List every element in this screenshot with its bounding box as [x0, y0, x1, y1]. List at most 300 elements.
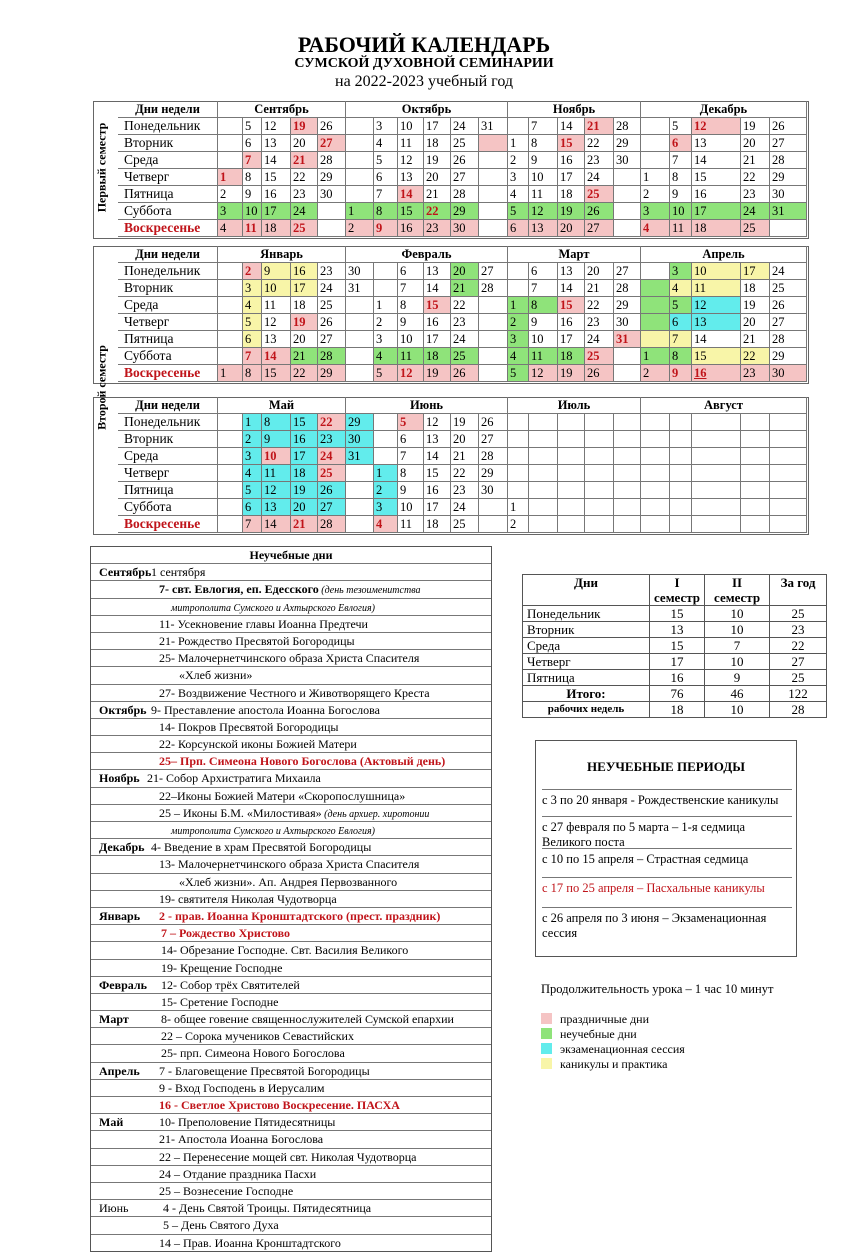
calendar-day: 23	[585, 314, 614, 331]
calendar-day	[641, 118, 670, 135]
holiday-row	[91, 1011, 491, 1028]
calendar-day: 2	[508, 314, 529, 331]
calendar-day	[585, 516, 614, 533]
day-name: Четверг	[118, 169, 218, 186]
calendar-day: 10	[262, 448, 291, 465]
calendar-day: 14	[398, 186, 424, 203]
legend-exam	[541, 1042, 685, 1056]
holiday-text: 8- общее говение священнослужителей Сумской епархии	[161, 1012, 454, 1027]
calendar-day: 1	[346, 203, 374, 220]
calendar-day	[741, 516, 770, 533]
calendar-day	[641, 152, 670, 169]
calendar-day: 28	[479, 280, 508, 297]
calendar-day	[641, 135, 670, 152]
calendar-day: 13	[692, 135, 741, 152]
calendar-day: 2	[508, 516, 529, 533]
calendar-day: 1	[218, 169, 243, 186]
calendar-day	[508, 482, 529, 499]
calendar-day: 8	[243, 169, 262, 186]
calendar-day: 9	[670, 186, 692, 203]
calendar-day	[558, 414, 585, 431]
calendar-day: 2	[243, 263, 262, 280]
holiday-month: Февраль	[99, 977, 147, 992]
holiday-row	[91, 1149, 491, 1166]
calendar-day	[479, 169, 508, 186]
holiday-note: (день архиер. хиротонии	[321, 808, 430, 820]
calendar-day	[770, 482, 807, 499]
calendar-day: 25	[451, 135, 479, 152]
holiday-row	[91, 1063, 491, 1080]
calendar-day: 29	[770, 169, 807, 186]
holiday-month: Январь	[99, 908, 141, 923]
calendar-day: 7	[243, 516, 262, 533]
calendar-day	[508, 118, 529, 135]
calendar-day: 11	[262, 297, 291, 314]
calendar-day: 17	[741, 263, 770, 280]
legend-holiday	[541, 1012, 649, 1026]
calendar-day: 19	[558, 365, 585, 382]
calendar-day: 10	[529, 331, 558, 348]
calendar-day: 2	[508, 152, 529, 169]
calendar-day: 29	[614, 297, 641, 314]
stats-cell: Пятница	[523, 670, 650, 686]
calendar-day: 13	[398, 169, 424, 186]
holiday-month: Ноябрь	[99, 771, 140, 786]
calendar-day: 18	[558, 348, 585, 365]
page-subtitle: СУМСКОЙ ДУХОВНОЙ СЕМИНАРИИ	[294, 56, 554, 71]
calendar-day: 21	[451, 448, 479, 465]
holiday-text: 24 – Отдание праздника Пасхи	[159, 1166, 317, 1181]
calendar-day: 5	[374, 152, 398, 169]
calendar-day: 7	[529, 118, 558, 135]
calendar-day: 22	[318, 414, 346, 431]
day-name: Воскресенье	[118, 365, 218, 382]
calendar-day: 19	[291, 482, 318, 499]
calendar-day: 20	[451, 263, 479, 280]
calendar-day: 24	[770, 263, 807, 280]
calendar-day: 26	[479, 414, 508, 431]
calendar-day	[641, 263, 670, 280]
calendar-day: 3	[670, 263, 692, 280]
calendar-day	[770, 465, 807, 482]
calendar-day: 27	[479, 263, 508, 280]
holiday-row	[91, 770, 491, 787]
calendar-day: 1	[508, 297, 529, 314]
holiday-row	[91, 994, 491, 1011]
calendar-day: 31	[346, 280, 374, 297]
day-name: Вторник	[118, 135, 218, 152]
calendar-day: 18	[741, 280, 770, 297]
semester1-label: Первый семестр	[94, 122, 109, 213]
calendar-day	[670, 448, 692, 465]
calendar-day: 3	[374, 499, 398, 516]
calendar-day: 5	[508, 365, 529, 382]
legend-swatch	[541, 1013, 552, 1024]
calendar-day: 15	[291, 414, 318, 431]
calendar-day	[218, 297, 243, 314]
calendar-day: 17	[558, 169, 585, 186]
calendar-day: 8	[529, 135, 558, 152]
calendar-day	[614, 431, 641, 448]
legend-swatch	[541, 1058, 552, 1069]
calendar-day	[692, 482, 741, 499]
holiday-row	[91, 1131, 491, 1148]
holiday-row	[91, 1183, 491, 1200]
calendar-day: 23	[291, 186, 318, 203]
calendar-day: 18	[692, 220, 741, 237]
calendar-day: 23	[741, 365, 770, 382]
calendar-day	[346, 516, 374, 533]
calendar-day: 15	[692, 169, 741, 186]
calendar-day	[479, 186, 508, 203]
calendar-day: 29	[318, 169, 346, 186]
calendar-day: 14	[558, 280, 585, 297]
calendar-day: 14	[262, 348, 291, 365]
holiday-text: 9 - Вход Господень в Иерусалим	[159, 1080, 325, 1095]
stats-cell: 9	[705, 670, 770, 686]
calendar-day: 2	[641, 186, 670, 203]
holiday-row	[91, 616, 491, 633]
calendar-day: 15	[424, 297, 451, 314]
calendar-day	[479, 297, 508, 314]
holiday-row	[91, 822, 491, 839]
calendar-day	[218, 499, 243, 516]
page-title: РАБОЧИЙ КАЛЕНДАРЬ	[297, 32, 551, 57]
calendar-day	[479, 499, 508, 516]
calendar-day: 12	[692, 297, 741, 314]
calendar-day: 19	[451, 414, 479, 431]
period-item: с 17 по 25 апреля – Пасхальные каникулы	[542, 877, 792, 896]
calendar-day: 12	[529, 203, 558, 220]
calendar-day: 2	[346, 220, 374, 237]
calendar-day	[558, 516, 585, 533]
calendar-day	[508, 465, 529, 482]
calendar-day: 26	[585, 203, 614, 220]
stats-cell: 15	[650, 606, 705, 622]
calendar-day: 30	[770, 365, 807, 382]
calendar-day	[346, 348, 374, 365]
calendar-day	[670, 516, 692, 533]
calendar-day: 1	[641, 348, 670, 365]
calendar-day: 20	[558, 220, 585, 237]
day-name: Понедельник	[118, 118, 218, 135]
holidays-title: Неучебные дни	[91, 547, 491, 564]
holiday-row	[91, 942, 491, 959]
calendar-day	[614, 516, 641, 533]
calendar-day: 14	[262, 516, 291, 533]
calendar-day: 27	[318, 499, 346, 516]
stats-cell: 18	[650, 702, 705, 718]
calendar-day	[670, 414, 692, 431]
calendar-day	[529, 448, 558, 465]
calendar-day: 4	[374, 135, 398, 152]
calendar-day: 19	[424, 365, 451, 382]
calendar-day: 26	[318, 118, 346, 135]
calendar-day: 24	[451, 331, 479, 348]
holiday-text: 25- Малочернетчинского образа Христа Спасителя	[159, 651, 420, 666]
calendar-day: 22	[451, 465, 479, 482]
calendar-day: 14	[424, 448, 451, 465]
legend-label: каникулы и практика	[560, 1057, 668, 1071]
legend-swatch	[541, 1028, 552, 1039]
calendar-day	[670, 465, 692, 482]
calendar-day: 17	[558, 331, 585, 348]
calendar-day: 9	[243, 186, 262, 203]
calendar-day: 13	[262, 331, 291, 348]
calendar-day: 4	[508, 348, 529, 365]
holiday-text: 19- святителя Николая Чудотворца	[159, 891, 337, 906]
calendar-day	[692, 516, 741, 533]
day-name: Вторник	[118, 280, 218, 297]
holiday-text	[171, 599, 375, 616]
calendar-day: 24	[451, 499, 479, 516]
month-header: Январь	[218, 246, 346, 263]
calendar-day: 15	[692, 348, 741, 365]
calendar-day: 5	[398, 414, 424, 431]
calendar-day: 10	[262, 280, 291, 297]
calendar-day: 26	[318, 482, 346, 499]
calendar-day: 5	[243, 314, 262, 331]
day-name: Среда	[118, 448, 218, 465]
holiday-row	[91, 702, 491, 719]
calendar-day: 7	[398, 280, 424, 297]
calendar-day: 6	[508, 220, 529, 237]
calendar-day: 28	[451, 186, 479, 203]
calendar-day: 17	[291, 280, 318, 297]
calendar-day	[585, 431, 614, 448]
holiday-note: (день тезоименитства	[318, 585, 421, 597]
stats-cell: 28	[770, 702, 827, 718]
holidays-list	[90, 546, 492, 1252]
calendar-day: 28	[318, 152, 346, 169]
calendar-day: 11	[529, 348, 558, 365]
calendar-day	[218, 118, 243, 135]
calendar-day: 24	[291, 203, 318, 220]
holiday-text: 25 – Иконы Б.М. «Милостивая» (день архиер. хиротонии	[159, 805, 430, 820]
holiday-text: 13- Малочернетчинского образа Христа Спасителя	[159, 857, 420, 872]
calendar-day	[218, 516, 243, 533]
calendar-day	[692, 499, 741, 516]
calendar-day: 10	[670, 203, 692, 220]
calendar-day: 21	[291, 516, 318, 533]
stats-cell: 25	[770, 606, 827, 622]
calendar-day	[692, 414, 741, 431]
holiday-text: 22–Иконы Божией Матери «Скоропослушница»	[159, 788, 406, 803]
calendar-day	[558, 448, 585, 465]
calendar-day: 27	[318, 135, 346, 152]
calendar-day: 23	[424, 220, 451, 237]
calendar-day: 26	[585, 365, 614, 382]
holiday-row	[91, 1045, 491, 1062]
calendar-day	[641, 516, 670, 533]
day-name: Суббота	[118, 348, 218, 365]
holiday-row	[91, 788, 491, 805]
calendar-day: 11	[692, 280, 741, 297]
calendar-day: 11	[243, 220, 262, 237]
calendar-day: 22	[585, 135, 614, 152]
calendar-day	[374, 263, 398, 280]
calendar-day	[508, 431, 529, 448]
calendar-day: 14	[558, 118, 585, 135]
calendar-day: 10	[398, 118, 424, 135]
calendar-day	[585, 448, 614, 465]
holiday-text: 16 - Светлое Христово Воскресение. ПАСХА	[159, 1098, 400, 1112]
holiday-row	[91, 856, 491, 873]
holiday-text: 7- свт. Евлогия, еп. Едесского (день тезоименитства	[159, 582, 421, 597]
calendar-day: 18	[262, 220, 291, 237]
calendar-day: 12	[262, 314, 291, 331]
calendar-day	[641, 314, 670, 331]
calendar-day: 21	[291, 152, 318, 169]
calendar-day	[508, 414, 529, 431]
calendar-day: 13	[424, 431, 451, 448]
stats-cell: 76	[650, 686, 705, 702]
day-name: Воскресенье	[118, 516, 218, 533]
calendar-day	[692, 448, 741, 465]
day-name: Вторник	[118, 431, 218, 448]
stats-cell: 46	[705, 686, 770, 702]
calendar-day: 7	[398, 448, 424, 465]
month-header: Февраль	[346, 246, 508, 263]
calendar-day: 28	[318, 516, 346, 533]
calendar-day: 9	[398, 314, 424, 331]
calendar-day	[641, 499, 670, 516]
calendar-day: 8	[529, 297, 558, 314]
holiday-note: митрополита Сумского и Ахтырского Евлогия)	[171, 826, 375, 837]
holiday-text: 2 - прав. Иоанна Кронштадтского (прест. праздник)	[159, 908, 441, 923]
calendar-day: 9	[670, 365, 692, 382]
calendar-day	[614, 186, 641, 203]
calendar-day: 22	[291, 169, 318, 186]
calendar-day: 31	[479, 118, 508, 135]
calendar-day: 31	[614, 331, 641, 348]
holiday-month: Апрель	[99, 1063, 140, 1078]
stats-cell: 27	[770, 654, 827, 670]
calendar-day: 6	[243, 135, 262, 152]
calendar-day	[614, 203, 641, 220]
calendar-day: 13	[692, 314, 741, 331]
calendar-day: 14	[692, 152, 741, 169]
calendar-day: 9	[374, 220, 398, 237]
calendar-day: 29	[770, 348, 807, 365]
calendar-day: 24	[451, 118, 479, 135]
calendar-day	[558, 482, 585, 499]
calendar-day	[741, 414, 770, 431]
calendar-day	[346, 152, 374, 169]
calendar-day: 26	[770, 297, 807, 314]
calendar-day: 11	[529, 186, 558, 203]
month-header: Июль	[508, 397, 641, 414]
calendar-day	[218, 431, 243, 448]
calendar-day: 23	[318, 431, 346, 448]
calendar-day: 23	[451, 482, 479, 499]
holiday-text: 9- Преставление апостола Иоанна Богослова	[151, 702, 380, 717]
calendar-day: 30	[479, 482, 508, 499]
calendar-day: 20	[585, 263, 614, 280]
calendar-day: 3	[508, 169, 529, 186]
calendar-day: 4	[218, 220, 243, 237]
calendar-day: 10	[529, 169, 558, 186]
calendar-day: 30	[451, 220, 479, 237]
calendar-day: 16	[262, 186, 291, 203]
calendar-day	[479, 203, 508, 220]
calendar-day: 10	[398, 331, 424, 348]
calendar-day: 26	[770, 118, 807, 135]
holiday-text: 1 сентября	[151, 565, 206, 580]
day-name: Пятница	[118, 331, 218, 348]
calendar-day: 2	[374, 314, 398, 331]
day-name: Среда	[118, 152, 218, 169]
calendar-day: 12	[398, 365, 424, 382]
holiday-note: митрополита Сумского и Ахтырского Евлогия)	[171, 602, 375, 614]
holiday-text: «Хлеб жизни»	[179, 668, 253, 683]
calendar-day: 13	[262, 135, 291, 152]
stats-cell: Среда	[523, 638, 650, 654]
calendar-day: 25	[291, 220, 318, 237]
holiday-row	[91, 599, 491, 616]
calendar-day	[692, 465, 741, 482]
calendar-day: 23	[741, 186, 770, 203]
holiday-row	[91, 977, 491, 994]
calendar-day	[218, 263, 243, 280]
calendar-day	[585, 414, 614, 431]
calendar-day: 25	[585, 348, 614, 365]
calendar-day: 19	[741, 297, 770, 314]
calendar-day	[641, 448, 670, 465]
calendar-day: 16	[291, 431, 318, 448]
calendar-day	[346, 499, 374, 516]
calendar-day	[374, 280, 398, 297]
stats-cell: Вторник	[523, 622, 650, 638]
calendar-day: 17	[424, 331, 451, 348]
days-header: Дни недели	[118, 246, 218, 263]
calendar-day	[585, 499, 614, 516]
calendar-day: 20	[741, 135, 770, 152]
calendar-day: 15	[398, 203, 424, 220]
holiday-row	[91, 1235, 491, 1251]
calendar-day: 15	[558, 297, 585, 314]
calendar-day: 11	[262, 465, 291, 482]
holiday-row	[91, 839, 491, 856]
calendar-day	[741, 448, 770, 465]
calendar-day: 3	[374, 331, 398, 348]
calendar-day	[641, 331, 670, 348]
holiday-row	[91, 685, 491, 702]
stats-cell: 10	[705, 606, 770, 622]
day-name: Суббота	[118, 203, 218, 220]
holiday-month: Декабрь	[99, 840, 145, 855]
calendar-day: 25	[770, 280, 807, 297]
calendar-day: 21	[585, 280, 614, 297]
stats-header: Дни	[523, 575, 650, 606]
month-header: Октябрь	[346, 101, 508, 118]
calendar-day: 4	[508, 186, 529, 203]
calendar-day: 14	[692, 331, 741, 348]
calendar-day: 30	[346, 431, 374, 448]
holiday-row	[91, 1166, 491, 1183]
day-name: Суббота	[118, 499, 218, 516]
calendar-day: 6	[374, 169, 398, 186]
calendar-day: 27	[614, 263, 641, 280]
calendar-day: 12	[424, 414, 451, 431]
calendar-day: 6	[398, 431, 424, 448]
period-item: с 10 по 15 апреля – Страстная седмица	[542, 848, 792, 867]
calendar-day: 6	[529, 263, 558, 280]
holiday-row	[91, 633, 491, 650]
calendar-day	[346, 482, 374, 499]
holiday-text: 4 - День Святой Троицы. Пятидесятница	[163, 1201, 372, 1216]
calendar-day	[770, 448, 807, 465]
